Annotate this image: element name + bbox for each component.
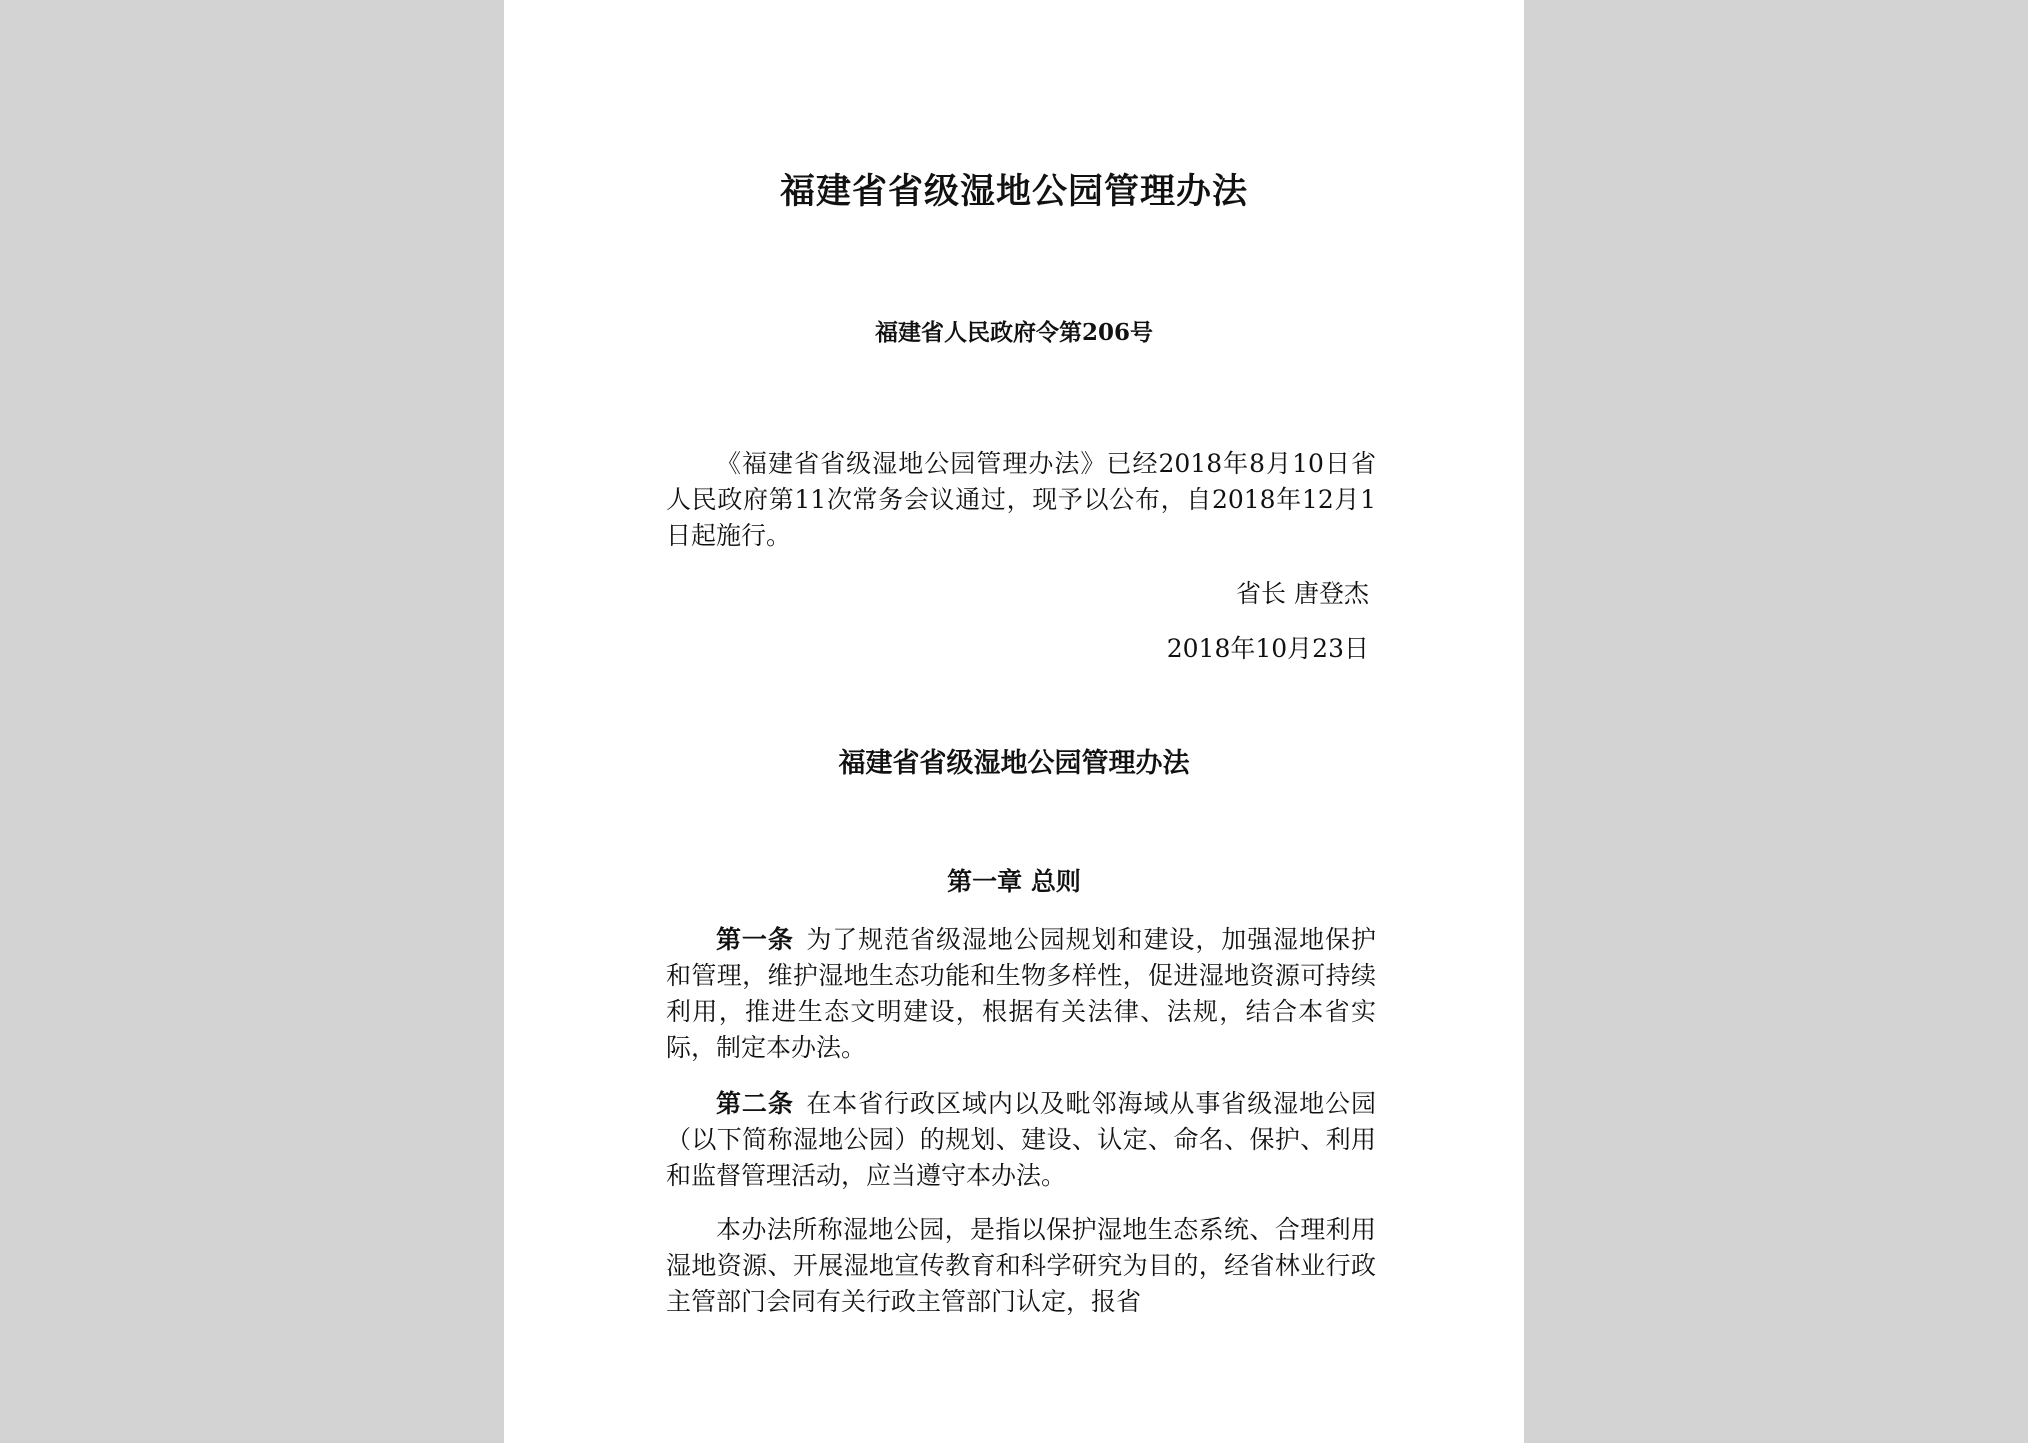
document-title: 福建省省级湿地公园管理办法 bbox=[779, 171, 1248, 212]
article-text: 本办法所称湿地公园，是指以保护湿地生态系统、合理利用湿地资源、开展湿地宣传教育和科学研究为目的，经省林业行政主管部门会同有关行政主管部门认定，报省 bbox=[666, 1215, 1376, 1316]
article-label: 第二条 bbox=[716, 1089, 794, 1118]
signature-date: 2018年10月23日 bbox=[1166, 634, 1369, 663]
signatory: 省长 唐登杰 bbox=[1236, 579, 1369, 608]
promulgation-paragraph: 《福建省省级湿地公园管理办法》已经2018年8月10日省人民政府第11次常务会议通过，现予以公布，自2018年12月1日起施行。 bbox=[666, 449, 1376, 550]
article-1 bbox=[666, 922, 1376, 1066]
article-text: 为了规范省级湿地公园规划和建设，加强湿地保护和管理，维护湿地生态功能和生物多样性，促进湿地资源可持续利用，推进生态文明建设，根据有关法律、法规，结合本省实际，制定本办法。 bbox=[666, 925, 1376, 1062]
chapter-heading: 第一章 总则 bbox=[947, 867, 1081, 896]
regulation-title: 福建省省级湿地公园管理办法 bbox=[838, 748, 1190, 779]
article-2-paragraph-2 bbox=[666, 1212, 1376, 1320]
document-page bbox=[504, 0, 1524, 1443]
article-2 bbox=[666, 1086, 1376, 1194]
article-text: 在本省行政区域内以及毗邻海域从事省级湿地公园（以下简称湿地公园）的规划、建设、认定、命名、保护、利用和监督管理活动，应当遵守本办法。 bbox=[666, 1089, 1376, 1190]
article-label: 第一条 bbox=[716, 925, 794, 954]
government-order-number: 福建省人民政府令第206号 bbox=[874, 319, 1153, 346]
